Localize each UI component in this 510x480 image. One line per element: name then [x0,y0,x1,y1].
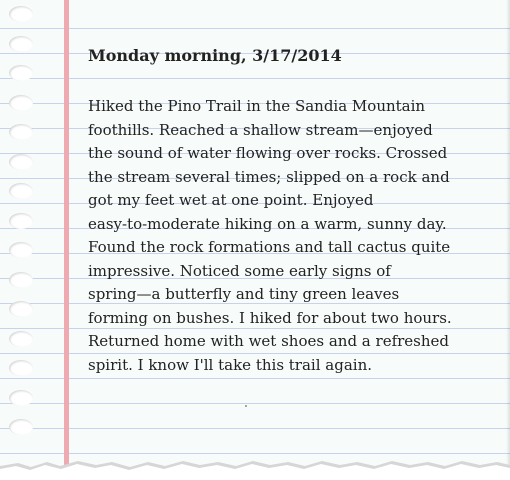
entry-line: spring—a butterfly and tiny green leaves [88,285,400,303]
entry-line: Hiked the Pino Trail in the Sandia Mountain [88,97,426,115]
entry-line: impressive. Noticed some early signs of [88,261,391,280]
entry-line: forming on bushes. I hiked for about two hours. [88,308,452,327]
entry-line: Returned home with wet shoes and a refreshed [88,332,450,350]
entry-line: Found the rock formations and tall cactus quite [88,238,451,256]
entry-line: the stream several times; slipped on a rock and [88,167,450,186]
entry-date-heading: Monday morning, 3/17/2014 [88,46,342,65]
entry-line: the sound of water flowing over rocks. Crossed [88,144,448,162]
entry-line: spirit. I know I'll take this trail again. [88,355,372,374]
entry-line: easy-to-moderate hiking on a warm, sunny day. [88,214,447,233]
entry-line: got my feet wet at one point. Enjoyed [88,191,374,209]
entry-line: foothills. Reached a shallow stream—enjoyed [88,120,433,139]
